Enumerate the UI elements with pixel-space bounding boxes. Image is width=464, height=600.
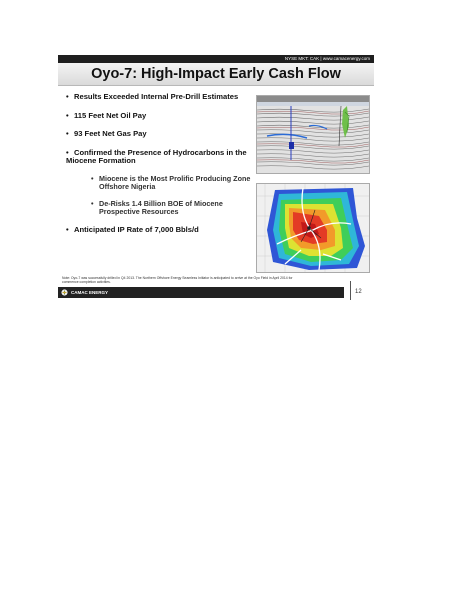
slide [58,55,374,300]
page-number: 12 [355,289,362,295]
sub-bullet-icon: • [91,198,94,208]
slide-title: Oyo-7: High-Impact Early Cash Flow [91,66,341,82]
title-bar [58,63,374,86]
bullet-item: • 115 Feet Net Oil Pay [66,110,147,120]
bullet-item: • Anticipated IP Rate of 7,000 Bbls/d [66,224,199,234]
top-bar [58,55,374,63]
footer-bar [58,287,344,298]
bullet-icon: • [66,110,69,120]
bullet-icon: • [66,92,69,101]
sub-bullet-icon: • [91,173,94,183]
bullet-item: • Confirmed the Presence of Hydrocarbons in the Miocene Formation [66,147,247,166]
company-logo-icon [61,289,68,296]
sub-bullet-item: • De-Risks 1.4 Billion BOE of Miocene Prospective Resources [91,198,223,217]
bullet-item: • 93 Feet Net Gas Pay [66,129,147,139]
bullet-list [66,93,258,234]
bullet-icon: • [66,224,69,234]
ticker-text: NYSE MKT: CAK | www.camacenergy.com [284,56,370,61]
bullet-icon: • [66,147,69,157]
bullet-item: • Results Exceeded Internal Pre-Drill Estimates [66,92,239,101]
footnote-text: Note: Oyo-7 was successfully drilled in Q4 2013. The Northern Offshore Energy Seamless Initiator is anticipated to arrive at the Oyo Field in April 2014 for commence completion activities. [62,276,293,285]
seismic-section-image [256,95,370,174]
sub-bullet-item: • Miocene is the Most Prolific Producing Zone Offshore Nigeria [91,173,251,192]
reservoir-map-image [256,183,370,273]
footer-divider [350,281,351,300]
bullet-icon: • [66,129,69,139]
company-name: CAMAC ENERGY [71,290,109,295]
